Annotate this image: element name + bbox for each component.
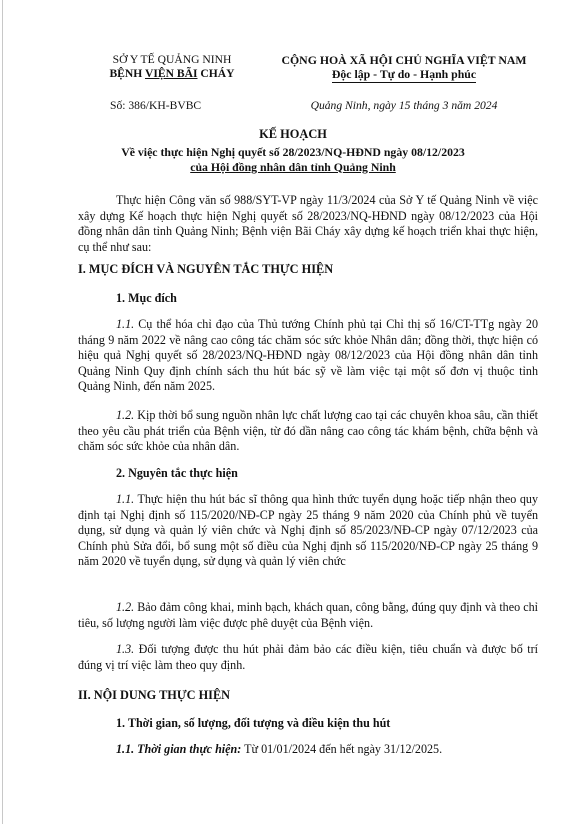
section-2-heading: II. NỘI DUNG THỰC HIỆN [78,688,231,702]
document-number: Số: 386/KH-BVBC [110,99,202,112]
national-motto: Độc lập - Tự do - Hạnh phúc [331,67,477,81]
paragraph-1-2 [78,408,538,455]
paragraph-text: Cụ thể hóa chỉ đạo của Thủ tướng Chính phủ tại Chỉ thị số 16/CT-TTg ngày 20 tháng 9 năm 2022 về nâng cao công tác chăm sóc sức khỏe Nhân dân; đồng thời, thực hiện có hiệu quả Nghị quyết số 28/2023/NQ-HĐND ngày 08/12/2023 của Hội đồng nhân dân tỉnh Quảng Ninh Quy định chính sách thu hút bác sỹ về làm việc tại một số đơn vị thuộc tỉnh Quảng Ninh, đến năm 2025. [78,317,538,394]
section-1-sub-2: 2. Nguyên tắc thực hiện [116,466,238,480]
section-1-sub-1: 1. Mục đích [116,291,177,305]
paragraph-number: 1.1. [116,317,135,331]
paragraph-2-3 [78,642,538,673]
issuer-block [92,53,252,81]
agency-name: SỞ Y TẾ QUẢNG NINH [112,53,232,66]
paragraph-text: Kịp thời bổ sung nguồn nhân lực chất lượng cao tại các chuyên khoa sâu, cần thiết theo yêu cầu phát triển của Bệnh viện, từ đó dần nâng cao công tác khám bệnh, chữa bệnh và chăm sóc sức khỏe của nhân dân. [78,408,538,454]
country-name: CỘNG HOÀ XÃ HỘI CHỦ NGHĨA VIỆT NAM [281,53,527,67]
subtitle-line-2: của Hội đồng nhân dân tỉnh Quảng Ninh [190,159,396,174]
paragraph-ii-1-1 [78,742,538,758]
paragraph-number: 1.2. [116,408,135,422]
unit-name-part: CHÁY [197,67,235,80]
document-date: Quảng Ninh, ngày 15 tháng 3 năm 2024 [310,99,498,112]
paragraph-2-1 [78,492,538,570]
paragraph-2-2 [78,600,538,631]
unit-name-underlined: VIỆN BÃI [144,67,198,80]
paragraph-text: Từ 01/01/2024 đến hết ngày 31/12/2025. [241,742,443,756]
paragraph-lead: 1.1. Thời gian thực hiện: [116,742,242,756]
unit-name [92,67,252,81]
paragraph-number: 1.1. [116,492,135,506]
paragraph-text: Thực hiện thu hút bác sĩ thông qua hình thức tuyển dụng hoặc tiếp nhận theo quy định tại Nghị định số 115/2020/NĐ-CP ngày 25 tháng 9 năm 2020 của Chính phủ về tuyển dụng, sử dụng và quản lý viên chức và Nghị định số 85/2023/NĐ-CP ngày 07/12/2023 của Chính phủ Sửa đổi, bổ sung một số điều của Nghị định số 115/2020/NĐ-CP ngày 25 tháng 9 năm 2020 về tuyển dụng, sử dụng và quản lý viên chức [78,492,538,569]
subtitle-line-1: Về việc thực hiện Nghị quyết số 28/2023/NQ-HĐND ngày 08/12/2023 [121,145,465,159]
national-header [262,53,546,83]
document-subtitle [40,145,546,174]
paragraph-number: 1.2. [116,600,135,614]
paragraph-1-1 [78,317,538,395]
paragraph-text: Đối tượng được thu hút phải đảm bảo các điều kiện, tiêu chuẩn và được bố trí đúng vị trí việc làm theo quy định. [78,642,538,672]
section-2-sub-1: 1. Thời gian, số lượng, đối tượng và điều kiện thu hút [116,716,391,730]
document-title: KẾ HOẠCH [259,127,327,141]
unit-name-part: BỆNH [109,67,145,80]
section-1-heading: I. MỤC ĐÍCH VÀ NGUYÊN TẮC THỰC HIỆN [78,262,334,276]
intro-paragraph: Thực hiện Công văn số 988/SYT-VP ngày 11/3/2024 của Sở Y tế Quảng Ninh về việc xây dựng Kế hoạch thực hiện Nghị quyết số 28/2023/NQ-HĐND ngày 08/12/2023 của Hội đồng nhân dân tỉnh Quảng Ninh; Bệnh viện Bãi Cháy xây dựng kế hoạch triển khai thực hiện, cụ thể như sau: [78,193,538,254]
paragraph-number: 1.3. [116,642,135,656]
paragraph-text: Bảo đảm công khai, minh bạch, khách quan, công bằng, đúng quy định và theo chỉ tiêu, số lượng người làm việc được phê duyệt của Bệnh viện. [78,600,538,630]
